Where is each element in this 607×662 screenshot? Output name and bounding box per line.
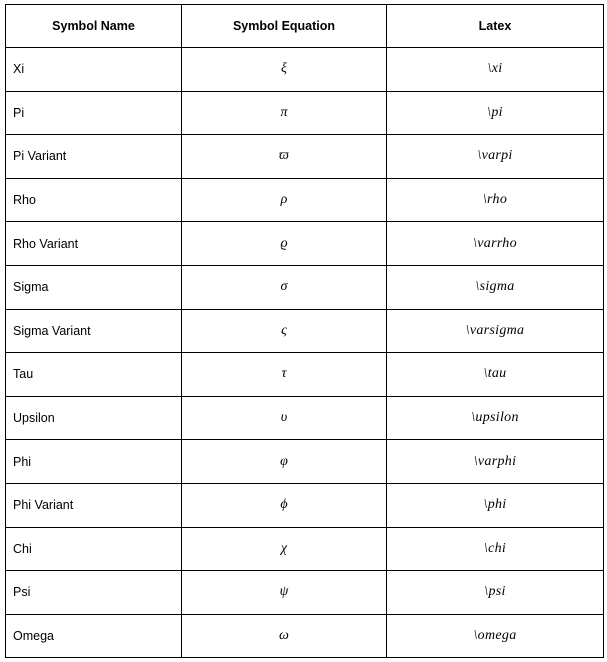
header-latex: Latex: [387, 5, 604, 48]
latex-code-cell: \chi: [387, 527, 604, 571]
symbol-name-cell: Phi Variant: [6, 483, 182, 527]
symbol-name-cell: Sigma Variant: [6, 309, 182, 353]
symbol-equation-cell: ξ: [182, 48, 387, 92]
latex-code-cell: \varphi: [387, 440, 604, 484]
symbol-equation-cell: ϖ: [182, 135, 387, 179]
symbol-name-cell: Pi: [6, 91, 182, 135]
table-row: [6, 353, 604, 397]
table-header: [6, 5, 604, 48]
table-row: [6, 222, 604, 266]
table-row: [6, 440, 604, 484]
latex-code-cell: \xi: [387, 48, 604, 92]
symbol-equation-cell: σ: [182, 265, 387, 309]
symbol-equation-cell: υ: [182, 396, 387, 440]
symbol-equation-cell: ϕ: [182, 483, 387, 527]
symbol-name-cell: Xi: [6, 48, 182, 92]
greek-symbol-table: [5, 4, 604, 658]
symbol-equation-cell: ψ: [182, 571, 387, 615]
header-symbol-name: Symbol Name: [6, 5, 182, 48]
symbol-equation-cell: τ: [182, 353, 387, 397]
latex-code-cell: \tau: [387, 353, 604, 397]
symbol-equation-cell: ϱ: [182, 222, 387, 266]
symbol-name-cell: Upsilon: [6, 396, 182, 440]
symbol-equation-cell: ρ: [182, 178, 387, 222]
latex-code-cell: \varrho: [387, 222, 604, 266]
symbol-name-cell: Sigma: [6, 265, 182, 309]
symbol-name-cell: Pi Variant: [6, 135, 182, 179]
latex-code-cell: \psi: [387, 571, 604, 615]
symbol-name-cell: Phi: [6, 440, 182, 484]
symbol-equation-cell: φ: [182, 440, 387, 484]
table-body: [6, 48, 604, 658]
latex-code-cell: \omega: [387, 614, 604, 658]
latex-code-cell: \varpi: [387, 135, 604, 179]
table-row: [6, 265, 604, 309]
table-row: [6, 527, 604, 571]
symbol-name-cell: Psi: [6, 571, 182, 615]
latex-code-cell: \upsilon: [387, 396, 604, 440]
symbol-name-cell: Omega: [6, 614, 182, 658]
symbol-equation-cell: ω: [182, 614, 387, 658]
latex-code-cell: \varsigma: [387, 309, 604, 353]
latex-code-cell: \rho: [387, 178, 604, 222]
latex-code-cell: \pi: [387, 91, 604, 135]
table-row: [6, 614, 604, 658]
table-row: [6, 135, 604, 179]
symbol-name-cell: Chi: [6, 527, 182, 571]
header-row: [6, 5, 604, 48]
table-row: [6, 91, 604, 135]
symbol-name-cell: Tau: [6, 353, 182, 397]
symbol-equation-cell: ς: [182, 309, 387, 353]
symbol-name-cell: Rho Variant: [6, 222, 182, 266]
table-row: [6, 396, 604, 440]
table-row: [6, 48, 604, 92]
table-row: [6, 483, 604, 527]
symbol-equation-cell: χ: [182, 527, 387, 571]
symbol-name-cell: Rho: [6, 178, 182, 222]
table-row: [6, 309, 604, 353]
symbol-equation-cell: π: [182, 91, 387, 135]
table-row: [6, 178, 604, 222]
table-row: [6, 571, 604, 615]
latex-code-cell: \sigma: [387, 265, 604, 309]
header-symbol-equation: Symbol Equation: [182, 5, 387, 48]
latex-code-cell: \phi: [387, 483, 604, 527]
